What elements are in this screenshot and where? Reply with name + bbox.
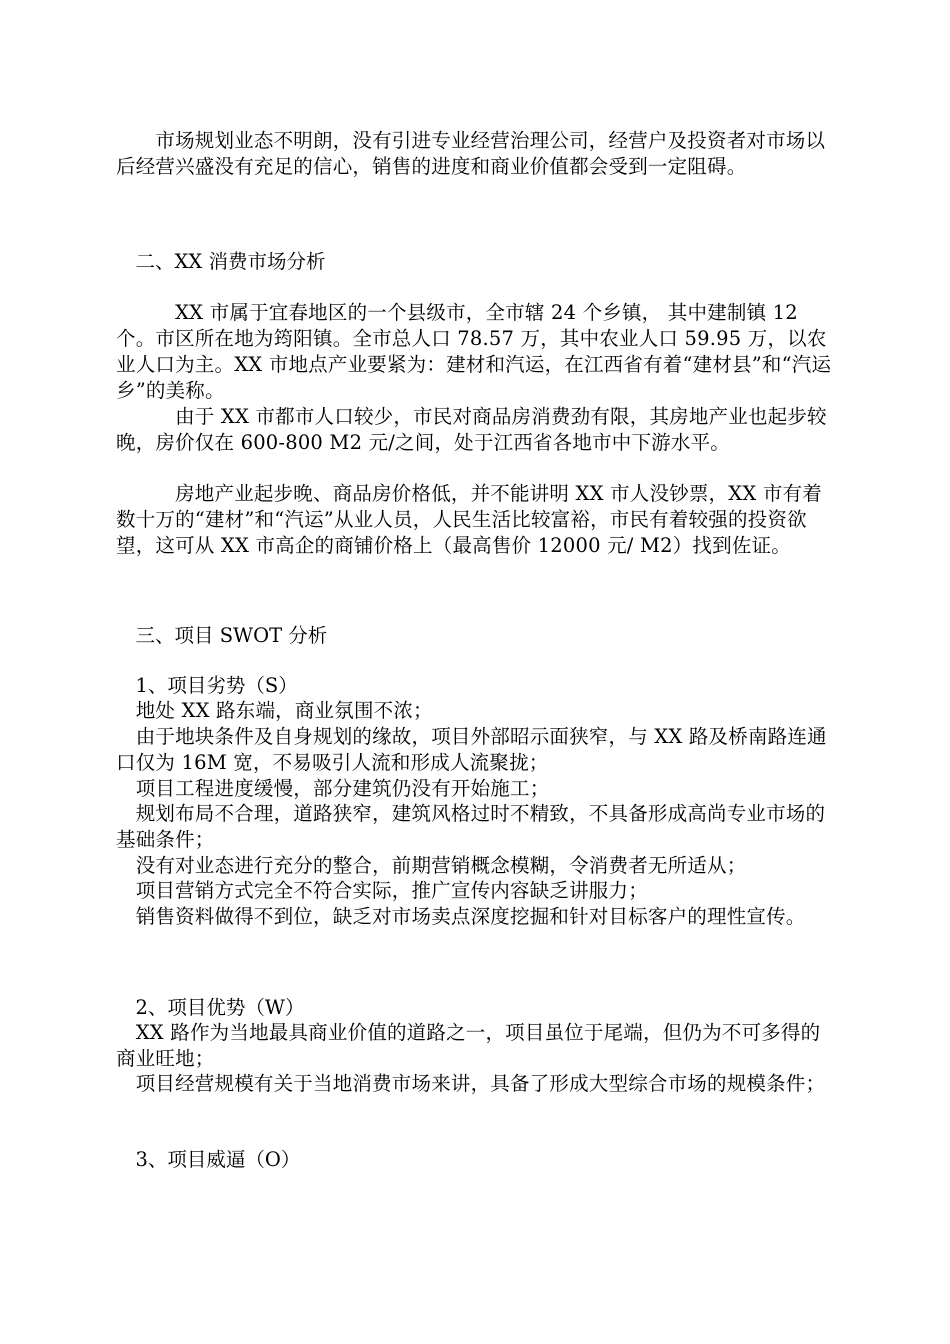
subheading-strength: 2、项目优势（W） xyxy=(116,996,305,1019)
weakness-item-7: 销售资料做得不到位，缺乏对市场卖点深度挖掘和针对目标客户的理性宣传。 xyxy=(116,905,806,928)
subheading-threat: 3、项目威逼（O） xyxy=(116,1148,301,1171)
weakness-item-6: 项目营销方式完全不符合实际，推广宣传内容缺乏讲服力； xyxy=(116,879,648,902)
paragraph-city-overview: XX 市属于宜春地区的一个县级市，全市辖 24 个乡镇， 其中建制镇 12 个。市区所在地为筠阳镇。全市总人口 78.57 万，其中农业人口 59.95 万，以农业人口为主。XX 市地点产业要紧为：建材和汽运，在江西省有着“建材县”和“汽运乡”的美称。 xyxy=(116,301,832,402)
section-heading-consumer-market: 二、XX 消费市场分析 xyxy=(116,250,326,273)
strength-item-2: 项目经营规模有关于当地消费市场来讲，具备了形成大型综合市场的规模条件； xyxy=(116,1072,826,1095)
paragraph-market-planning: 市场规划业态不明朗，没有引进专业经营治理公司，经营户及投资者对市场以后经营兴盛没有充足的信心，销售的进度和商业价值都会受到一定阻碍。 xyxy=(116,129,826,178)
weakness-item-3: 项目工程进度缓慢，部分建筑仍没有开始施工； xyxy=(116,777,550,800)
subheading-weakness: 1、项目劣势（S） xyxy=(116,674,298,697)
paragraph-housing-price: 由于 XX 市都市人口较少，市民对商品房消费劲有限，其房地产业也起步较晚，房价仅在 600-800 M2 元/之间，处于江西省各地市中下游水平。 xyxy=(116,405,827,454)
weakness-item-2: 由于地块条件及自身规划的缘故，项目外部昭示面狭窄，与 XX 路及桥南路连通口仅为 16M 宽，不易吸引人流和形成人流聚拢； xyxy=(116,725,827,774)
weakness-item-4: 规划布局不合理，道路狭窄，建筑风格过时不精致，不具备形成高尚专业市场的基础条件； xyxy=(116,802,826,851)
section-heading-swot: 三、项目 SWOT 分析 xyxy=(116,624,328,647)
strength-item-1: XX 路作为当地最具商业价值的道路之一，项目虽位于尾端，但仍为不可多得的商业旺地； xyxy=(116,1021,821,1070)
weakness-item-1: 地处 XX 路东端，商业氛围不浓； xyxy=(116,699,433,722)
paragraph-investment-desire: 房地产业起步晚、商品房价格低，并不能讲明 XX 市人没钞票，XX 市有着数十万的“建材”和“汽运”从业人员，人民生活比较富裕，市民有着较强的投资欲望，这可从 XX 市高企的商铺价格上（最高售价 12000 元/ M2）找到佐证。 xyxy=(116,482,822,557)
weakness-item-5: 没有对业态进行充分的整合，前期营销概念模糊，令消费者无所适从； xyxy=(116,854,747,877)
